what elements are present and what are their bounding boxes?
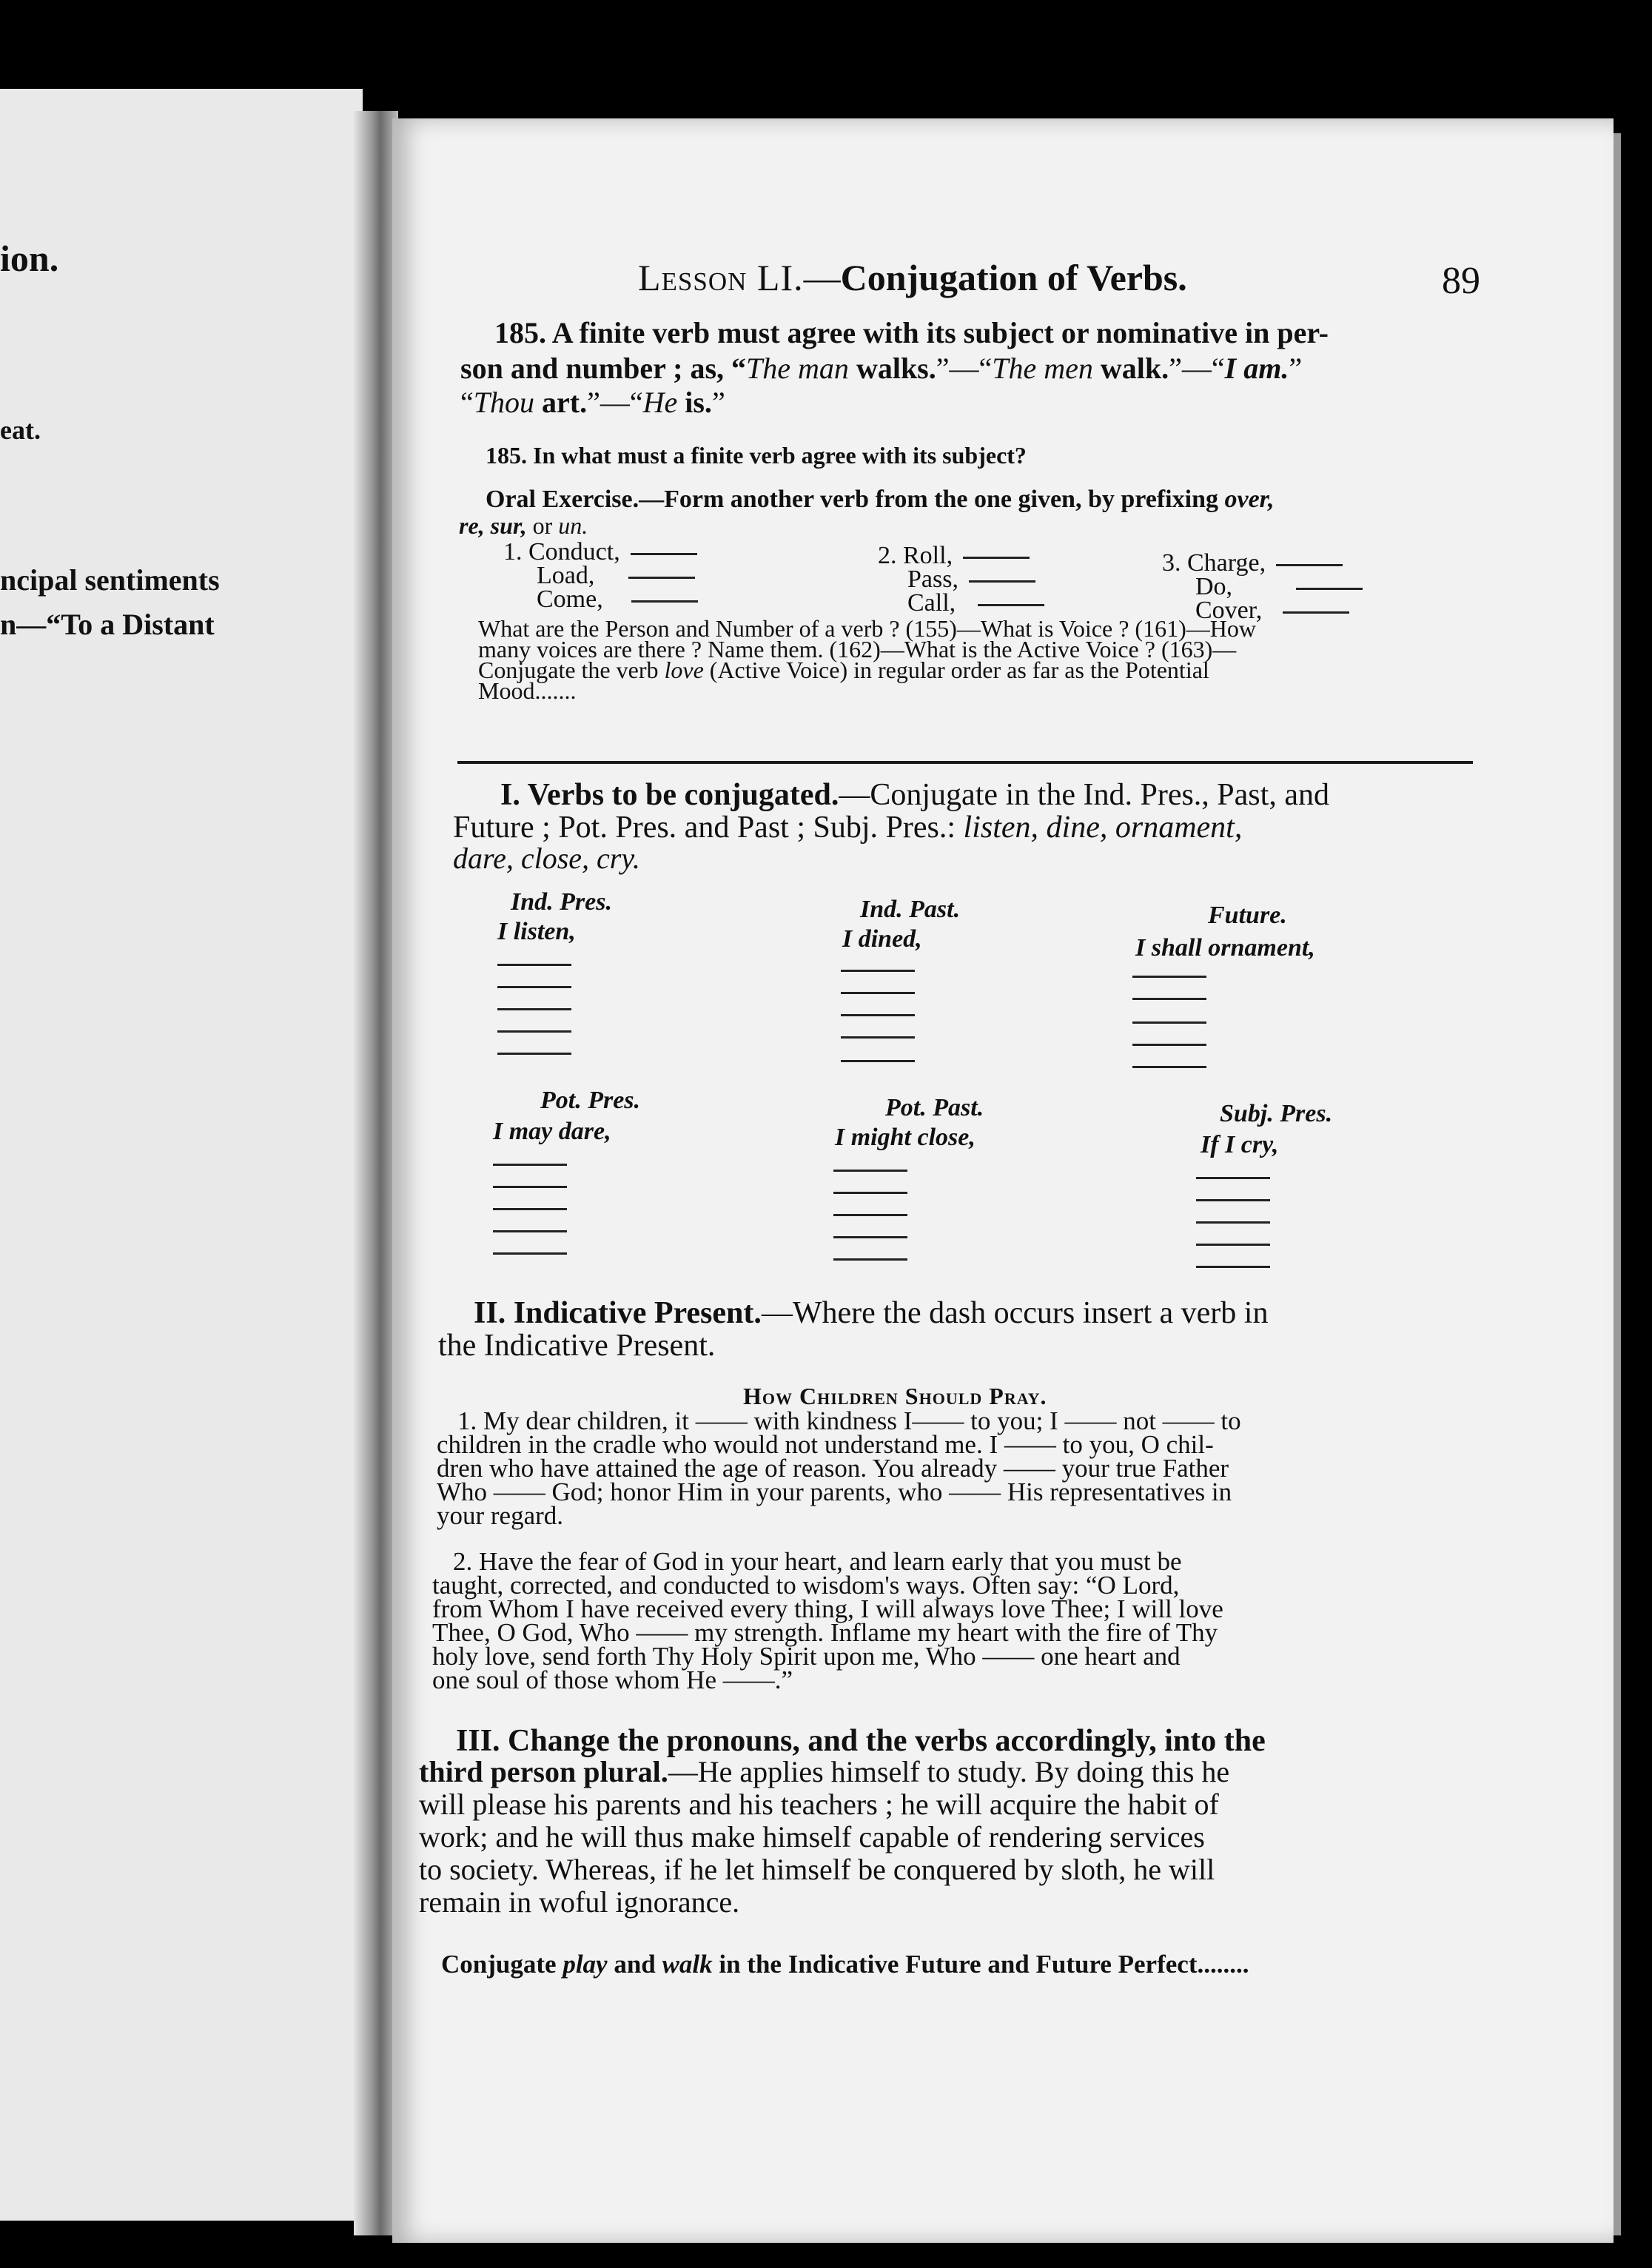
- answer-line: [833, 1192, 907, 1194]
- column-head-pot-pres: Pot. Pres.: [540, 1087, 641, 1114]
- example-verb: walks.: [848, 352, 936, 385]
- rule-text: in per-: [1238, 316, 1329, 349]
- story-line: taught, corrected, and conducted to wisdom's ways. Often say: “O Lord,: [432, 1571, 1180, 1600]
- answer-blank: [969, 580, 1035, 583]
- section-1-line-2: [453, 811, 1242, 844]
- review-line: many voices are there ? Name them. (162)—What is the Active Voice ? (163)—: [478, 636, 1237, 662]
- section-1-line-3: dare, close, cry.: [453, 842, 640, 875]
- story-paragraph-1: [437, 1406, 1241, 1530]
- answer-line: [493, 1186, 567, 1188]
- left-page: [0, 89, 363, 2221]
- question-185: 185. In what must a finite verb agree with its subject?: [486, 442, 1027, 469]
- rule-text: son and number ; as, “: [460, 352, 747, 385]
- story-line: from Whom I have received every thing, I will always love Thee; I will love: [432, 1594, 1223, 1623]
- answer-blank: [1276, 564, 1343, 566]
- header-dash: —: [803, 257, 841, 298]
- prefix-list: re, sur,: [459, 512, 527, 539]
- answer-blank: [628, 577, 695, 579]
- story-line: your regard.: [437, 1501, 564, 1530]
- story-line: holy love, send forth Thy Holy Spirit upon me, Who —— one heart and: [432, 1642, 1181, 1671]
- example-verb: art.: [534, 386, 588, 419]
- rule-text: A finite verb must agree with its: [546, 316, 964, 349]
- answer-line: [497, 1008, 571, 1010]
- answer-blank: [978, 604, 1044, 606]
- connector: or: [526, 512, 559, 539]
- story-title: How Children Should Pray.: [743, 1383, 1047, 1409]
- example-verb: I am.: [1224, 352, 1289, 385]
- section-1-heading: I. Verbs to be conjugated.: [500, 778, 839, 812]
- exercise-column-1: [503, 540, 708, 611]
- rule-text: ”: [711, 386, 725, 419]
- rule-text: or: [1053, 316, 1096, 349]
- exercise-word: Do,: [1162, 575, 1373, 599]
- page-number: 89: [1442, 260, 1480, 302]
- column-example-pot-pres: I may dare,: [493, 1118, 611, 1145]
- story-paragraph-2: [432, 1547, 1223, 1694]
- left-fragment-2: eat.: [0, 415, 41, 445]
- story-line: dren who have attained the age of reason. You already —— your true Father: [437, 1454, 1229, 1483]
- footer-instruction: Conjugate play and walk in the Indicative Future and Future Perfect........: [441, 1950, 1249, 1979]
- left-fragment-4: n—“To a Distant: [0, 608, 215, 641]
- review-line: Mood.......: [478, 677, 577, 704]
- verb-play: play: [563, 1950, 608, 1979]
- prefix-un: un.: [558, 512, 588, 539]
- answer-line: [1196, 1221, 1270, 1224]
- left-fragment-1: ion.: [0, 238, 59, 279]
- exercise-word: Call,: [878, 591, 1055, 615]
- story-line: children in the cradle who would not understand me. I —— to you, O chil-: [437, 1430, 1214, 1459]
- answer-line: [493, 1208, 567, 1210]
- exercise-column-2: [878, 544, 1055, 615]
- rule-185-line-3: [460, 388, 725, 417]
- example-subject: He: [642, 386, 678, 419]
- rule-text: “: [460, 386, 474, 419]
- answer-line: [841, 1014, 915, 1016]
- rule-number: 185.: [494, 316, 546, 349]
- example-subject: The man: [746, 352, 849, 385]
- story-line: Who —— God; honor Him in your parents, who —— His representatives in: [437, 1477, 1232, 1506]
- section-1-line-1: [500, 779, 1329, 811]
- section-3-heading-line-1: III. Change the pronouns, and the verbs accordingly, into the: [456, 1724, 1266, 1758]
- answer-line: [833, 1170, 907, 1172]
- section-2-heading: II. Indicative Present.: [474, 1296, 762, 1330]
- exercise-word: Come,: [503, 588, 708, 611]
- section-2-line-1: [474, 1297, 1268, 1329]
- review-line: Conjugate the verb love (Active Voice) in regular order as far as the Potential: [478, 657, 1209, 683]
- lesson-label: Lesson LI.: [638, 257, 804, 298]
- review-line: What are the Person and Number of a verb ? (155)—What is Voice ? (161)—How: [478, 615, 1256, 642]
- answer-line: [493, 1252, 567, 1255]
- rule-text: ”—“: [936, 352, 993, 385]
- column-head-ind-pres: Ind. Pres.: [511, 888, 612, 916]
- answer-line: [833, 1258, 907, 1261]
- column-example-pot-past: I might close,: [835, 1124, 976, 1151]
- verb-walk: walk: [662, 1950, 713, 1979]
- answer-line: [1132, 1066, 1206, 1068]
- section-3-heading-line-2: third person plural.: [419, 1755, 668, 1788]
- column-example-ind-pres: I listen,: [497, 918, 576, 945]
- example-subject: The men: [992, 352, 1093, 385]
- answer-line: [1196, 1266, 1270, 1268]
- verb-list: listen, dine, ornament,: [963, 811, 1243, 845]
- section-3-line-1: [419, 1756, 1229, 1788]
- answer-line: [1132, 1044, 1206, 1046]
- exercise-word: Load,: [503, 564, 708, 588]
- rule-term-subject: subject: [963, 316, 1054, 349]
- example-verb: walk.: [1092, 352, 1169, 385]
- example-verb: is.: [677, 386, 712, 419]
- oral-exercise-instruction: —Form another verb from the one given, by prefixing: [639, 486, 1218, 513]
- section-2-line-2: the Indicative Present.: [438, 1329, 716, 1363]
- exercise-word: 3. Charge,: [1162, 551, 1373, 575]
- story-line: 2. Have the fear of God in your heart, and learn early that you must be: [453, 1547, 1182, 1576]
- answer-blank: [631, 600, 698, 603]
- answer-line: [497, 964, 571, 966]
- column-head-pot-past: Pot. Past.: [885, 1094, 984, 1121]
- answer-line: [841, 970, 915, 972]
- answer-line: [497, 1030, 571, 1033]
- rule-text: ”—“: [1169, 352, 1225, 385]
- section-1-text: —Conjugate in the Ind. Pres., Past, and: [839, 778, 1329, 812]
- answer-line: [1196, 1244, 1270, 1246]
- answer-line: [1132, 1021, 1206, 1024]
- section-1-text: Future ; Pot. Pres. and Past ; Subj. Pres.:: [453, 811, 964, 845]
- answer-line: [833, 1214, 907, 1216]
- answer-blank: [1283, 611, 1349, 614]
- column-example-ind-past: I dined,: [842, 925, 922, 953]
- verb-love: love: [664, 657, 704, 683]
- story-line: one soul of those whom He ——.”: [432, 1665, 793, 1694]
- answer-line: [1132, 998, 1206, 1000]
- answer-line: [1196, 1177, 1270, 1179]
- exercise-word: 2. Roll,: [878, 544, 1055, 568]
- story-line: Thee, O God, Who —— my strength. Inflame my heart with the fire of Thy: [432, 1618, 1218, 1647]
- exercise-word: Pass,: [878, 568, 1055, 591]
- section-3-line-5: remain in woful ignorance.: [419, 1885, 740, 1919]
- left-fragment-3: ncipal sentiments: [0, 563, 220, 597]
- answer-line: [497, 1053, 571, 1055]
- answer-line: [841, 1036, 915, 1039]
- rule-text: ”: [1289, 352, 1303, 385]
- exercise-column-3: [1162, 551, 1373, 623]
- column-head-future: Future.: [1208, 902, 1287, 929]
- exercise-word: Cover,: [1162, 599, 1373, 623]
- running-header: [638, 255, 1187, 300]
- right-page: [392, 118, 1614, 2243]
- answer-blank: [963, 557, 1030, 559]
- rule-185-line-2: [460, 354, 1302, 383]
- answer-line: [497, 986, 571, 988]
- column-head-ind-past: Ind. Past.: [860, 896, 961, 923]
- answer-line: [833, 1236, 907, 1238]
- section-3-line-4: to society. Whereas, if he let himself be conquered by sloth, he will: [419, 1853, 1215, 1886]
- rule-term-nominative: nominative: [1095, 316, 1238, 349]
- section-3-line-2: will please his parents and his teachers ; he will acquire the habit of: [419, 1788, 1219, 1821]
- book-gutter: [354, 111, 398, 2235]
- review-questions: [478, 615, 1256, 704]
- section-3-line-3: work; and he will thus make himself capable of rendering services: [419, 1820, 1205, 1853]
- example-subject: Thou: [473, 386, 535, 419]
- oral-exercise-line-2: [459, 511, 588, 540]
- answer-line: [1132, 976, 1206, 978]
- answer-line: [841, 992, 915, 994]
- oral-exercise-label: Oral Exercise.: [486, 486, 639, 513]
- rule-text: ”—“: [587, 386, 643, 419]
- story-line: 1. My dear children, it —— with kindness I—— to you; I —— not —— to: [457, 1406, 1241, 1435]
- answer-blank: [631, 553, 697, 555]
- answer-line: [493, 1164, 567, 1166]
- column-head-subj-pres: Subj. Pres.: [1220, 1100, 1333, 1127]
- prefix-over: over,: [1224, 486, 1275, 513]
- rule-185-line-1: [494, 318, 1329, 348]
- column-example-future: I shall ornament,: [1135, 934, 1315, 962]
- exercise-word: 1. Conduct,: [503, 540, 708, 564]
- oral-exercise-line-1: [486, 485, 1275, 514]
- section-divider: [457, 761, 1473, 764]
- page-title: Conjugation of Verbs.: [840, 257, 1187, 298]
- answer-blank: [1296, 588, 1363, 590]
- answer-line: [493, 1230, 567, 1232]
- section-2-text: —Where the dash occurs insert a verb in: [761, 1296, 1269, 1330]
- answer-line: [1196, 1199, 1270, 1201]
- section-3-text: —He applies himself to study. By doing this he: [668, 1755, 1230, 1788]
- answer-line: [841, 1060, 915, 1062]
- column-example-subj-pres: If I cry,: [1201, 1131, 1279, 1158]
